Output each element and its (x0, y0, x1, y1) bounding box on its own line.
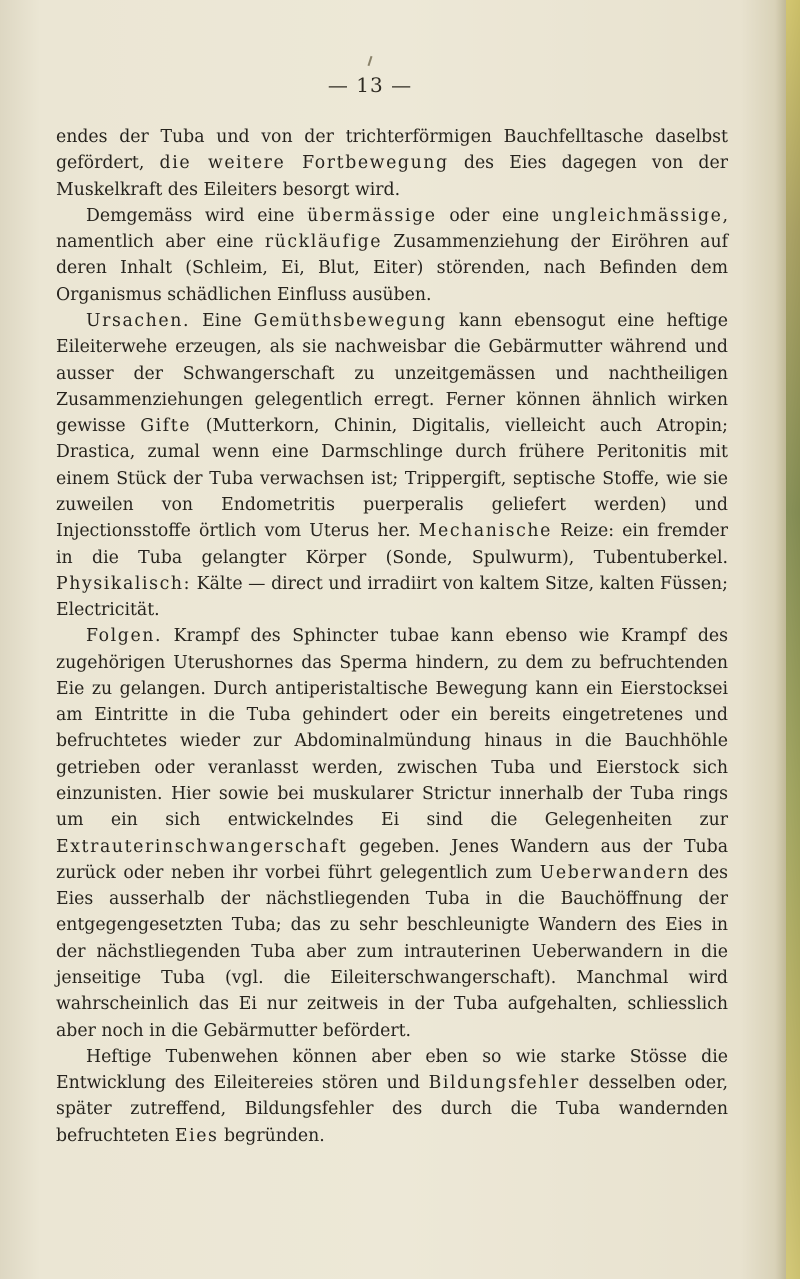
text-run: begründen. (218, 1125, 325, 1146)
spaced-emphasis: Eies (174, 1125, 219, 1146)
spaced-emphasis: Gifte (140, 416, 192, 437)
text-run: Reize: ein fremder in die Tuba gelangter Körper (Sonde, Spulwurm), Tubentuberkel. (56, 521, 728, 568)
spaced-emphasis: Ueberwandern (539, 862, 691, 883)
body-text (56, 124, 728, 1149)
text-run: kann ebensogut eine heftige Eileiterwehe erzeugen, als sie nachweisbar die Gebärmutter während und ausser der Schwangerschaft zu unzeitgemässen und nachtheiligen Zusammenziehungen gelegentlich erregt. Ferner können ähnlich wirken gewisse (56, 310, 728, 437)
spaced-emphasis: Ursachen. (86, 310, 191, 331)
paragraph (56, 203, 728, 308)
paragraph (56, 124, 728, 203)
text-run: Demgemäss wird eine (86, 205, 308, 226)
paragraph (56, 308, 728, 623)
text-run: gegeben. Jenes Wandern aus der Tuba zurück oder neben ihr vorbei führt gelegentlich zum (56, 836, 728, 883)
ink-mark (368, 56, 373, 66)
text-run: Kälte — direct und irradiirt von kaltem Sitze, kalten Füssen; Electricität. (56, 573, 728, 621)
spaced-emphasis: rückläufige (264, 232, 383, 253)
spaced-emphasis: Folgen. (86, 626, 163, 647)
text-run: oder eine (436, 205, 552, 226)
page-number: — 13 — (327, 73, 413, 97)
spaced-emphasis: Gemüthsbewegung (253, 310, 447, 331)
page-edge (786, 0, 800, 1279)
paragraph (56, 1044, 728, 1149)
text-run: , namentlich aber eine (56, 205, 728, 253)
spaced-emphasis: ungleichmässige (551, 205, 723, 226)
text-run: endes der Tuba und von der trichterförmigen Bauchfelltasche daselbst gefördert, (56, 127, 728, 174)
spaced-emphasis: Mechanische (418, 521, 552, 542)
text-run: (Mutterkorn, Chinin, Digitalis, vielleicht auch Atropin; Drastica, zumal wenn eine Darmschlinge durch frühere Peritonitis mit einem Stück der Tuba verwachsen ist; Trippergift, septische Stoffe, wie sie zuweilen von Endometritis puerperalis geliefert werden) und Injectionsstoffe örtlich vom Uterus her. (56, 416, 728, 542)
text-run: Krampf des Sphincter tubae kann ebenso wie Krampf des zugehörigen Uterushornes das Sperma hindern, zu dem zu befruchtenden Eie zu gelangen. Durch antiperistaltische Bewegung kann ein Eierstocksei am Eintritte in die Tuba gehindert oder ein bereits eingetretenes und befruchtetes wieder zur Abdominalmündung hinaus in die Bauchhöhle getrieben oder veranlasst werden, zwischen Tuba und Eierstock sich einzunisten. Hier sowie bei muskularer Strictur innerhalb der Tuba rings um ein sich entwickelndes Ei sind die Gelegenheiten zur (56, 626, 728, 831)
paragraph (56, 623, 728, 1044)
text-run: des Eies dagegen von der Muskelkraft des Eileiters besorgt wird. (56, 153, 728, 200)
spaced-emphasis: Physikalisch: (56, 573, 192, 594)
spaced-emphasis: die weitere Fortbewegung (159, 153, 449, 174)
text-run: Zusammenziehung der Eiröhren auf deren Inhalt (Schleim, Ei, Blut, Eiter) störenden, nach Befinden dem Organismus schädlichen Einfluss ausüben. (56, 232, 728, 305)
spaced-emphasis: Bildungsfehler (428, 1073, 580, 1094)
text-run: Heftige Tubenwehen können aber eben so wie starke Stösse die Entwicklung des Eileitereies stören und (56, 1046, 728, 1094)
text-run: des Eies ausserhalb der nächstliegenden Tuba in die Bauchöffnung der entgegengesetzten Tuba; das zu sehr beschleunigte Wandern des Eies in der nächstliegenden Tuba aber zum intrauterinen Ueberwandern in die jenseitige Tuba (vgl. die Eileiterschwangerschaft). Manchmal wird wahrscheinlich das Ei nur zeitweis in der Tuba aufgehalten, schliesslich aber noch in die Gebärmutter befördert. (56, 862, 728, 1041)
text-run: desselben oder, später zutreffend, Bildungsfehler des durch die Tuba wandernden befruchteten (56, 1073, 728, 1146)
spaced-emphasis: Extrauterinschwangerschaft (56, 836, 348, 857)
spaced-emphasis: übermässige (307, 205, 437, 226)
text-run: Eine (190, 310, 254, 331)
